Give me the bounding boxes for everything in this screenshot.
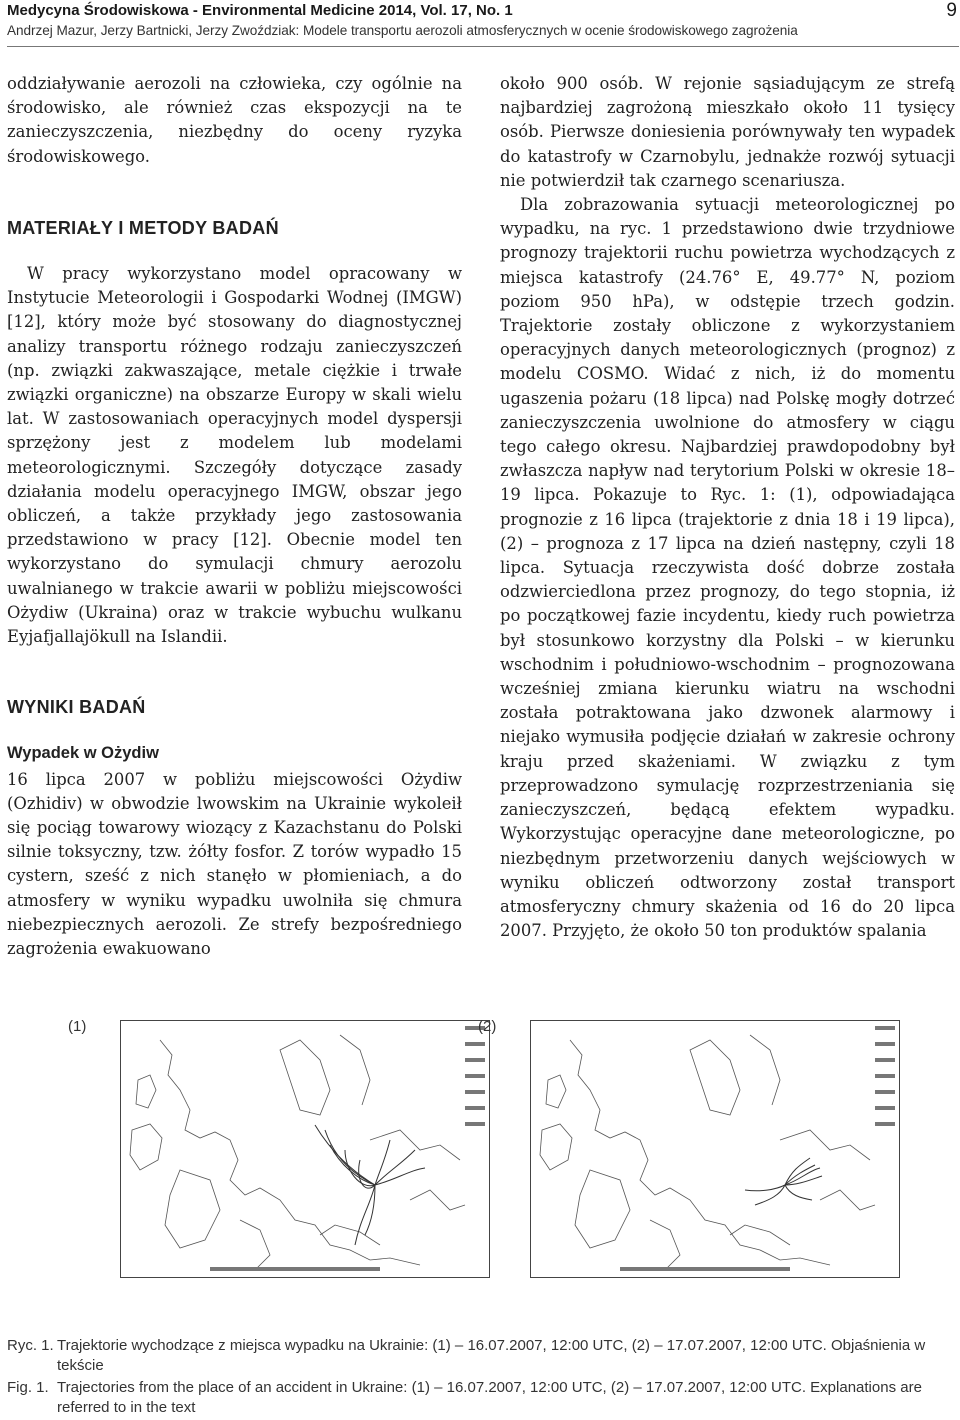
trajectory-map-1: [60, 1020, 505, 1280]
page-number: 9: [946, 0, 957, 21]
methods-paragraph: W pracy wykorzystano model opracowany w Instytucie Meteorologii i Gospodarki Wodnej (IMGW) [12], który może być stosowany do diagnostycznej analizy transportu różnego rodzaju zanieczyszczeń (np. związki zakwaszające, metale ciężkie i trwałe związki organiczne) na obszarze Europy w skali wielu lat. W zastosowaniach operacyjnych model dyspersji sprzężony jest z modelem lub modelami meteorologicznymi. Szczegóły dotyczące zasady działania modelu operacyjnego IMGW, obszar jego obliczeń, a także przykłady jego zastosowania przedstawiono w pracy [12]. Obecnie model ten wykorzystano do symulacji chmury aerozolu uwalnianego w trakcie awarii w pobliżu miejscowości Ożydiw (Ukraina) oraz w trakcie wybuchu wulkanu Eyjafjallajökull na Islandii.: [7, 264, 462, 647]
intro-paragraph: oddziaływanie aerozoli na człowieka, czy ogólnie na środowisko, ale również czas ekspozycji na te zanieczyszczenia, niezbędny do oceny ryzyka środowiskowego.: [7, 74, 462, 166]
right-column: [500, 72, 955, 943]
caption-english-label: Fig. 1.: [7, 1379, 49, 1396]
caption-polish-text: Trajektorie wychodzące z miejsca wypadku na Ukrainie: (1) – 16.07.2007, 12:00 UTC, (2) – 17.07.2007, 12:00 UTC. Objaśnienia w tekście: [57, 1337, 926, 1374]
right-paragraph-1: około 900 osób. W rejonie sąsiadującym ze strefą najbardziej zagrożoną mieszkało około 11 tysięcy osób. Pierwsze doniesienia porównywały ten wypadek do katastrofy w Czarnobylu, jednakże rozwój sytuacji nie potwierdził tak czarnego scenariusza.: [500, 74, 955, 190]
europe-map-image-1: [120, 1020, 490, 1278]
header-divider: [7, 46, 959, 47]
europe-map-image-2: [530, 1020, 900, 1278]
left-column: [7, 72, 462, 961]
right-paragraph-2: Dla zobrazowania sytuacji meteorologicznej po wypadku, na ryc. 1 przedstawiono dwie trzydniowe prognozy trajektorii ruchu powietrza wychodzących z miejsca katastrofy (24.76° E, 49.77° N, poziom poziom 950 hPa), w odstępie trzech godzin. Trajektorie zostały obliczone z wykorzystaniem operacyjnych danych meteorologicznych (prognoz) z modelu COSMO. Widać z nich, iż do momentu ugaszenia pożaru (18 lipca) nad Polskę mogły dotrzeć zanieczyszczenia uwolnione do atmosfery w ciągu tego całego okresu. Najbardziej prawdopodobny był zwłaszcza napływ nad terytorium Polski w okresie 18–19 lipca. Pokazuje to Ryc. 1: (1), odpowiadająca prognozie z 16 lipca (trajektorie z dnia 18 i 19 lipca), (2) – prognoza z 17 lipca na dzień następny, czyli 18 lipca. Sytuacja rzeczywista dość dobrze została odzwierciedlona przez prognozy, do tego stopnia, iż po początkowej fazie incydentu, kiedy ruch powietrza był stosunkowo korzystny dla Polski – w kierunku wschodnim i południowo-wschodnim – prognozowana wcześniej zmiana kierunku wiatru na wschodni została potraktowana jako dzwonek alarmowy i niejako wymusiła podjęcie działań w zakresie ochrony kraju przed skażeniami. W związku z tym przeprowadzono symulację rozprzestrzeniania się zanieczyszczeń, będącą efektem wypadku. Wykorzystując operacyjne dane meteorologiczne, po niezbędnym przetworzeniu danych wejściowych w wyniku obliczeń odtworzony został transport atmosferyczny chmury skażenia od 16 do 20 lipca 2007. Przyjęto, że około 50 ton produktów spalania: [500, 195, 955, 941]
figure-label-1: (1): [68, 1018, 87, 1035]
figure-captions: [7, 1336, 957, 1420]
figure-label-2: (2): [478, 1018, 497, 1035]
caption-polish: [7, 1336, 957, 1376]
results-heading: WYNIKI BADAŃ: [7, 697, 146, 718]
journal-title: Medycyna Środowiskowa - Environmental Medicine 2014, Vol. 17, No. 1: [7, 2, 513, 19]
case-paragraph: 16 lipca 2007 w pobliżu miejscowości Ożydiw (Ozhidiv) w obwodzie lwowskim na Ukrainie wykoleił się pociąg towarowy wiozący z Kazachstanu do Polski silnie toksyczny, tzw. żółty fosfor. Z torów wypadło 15 cystern, sześć z nich stanęło w płomieniach, a do atmosfery w wyniku wypadku uwolniła się chmura niebezpiecznych aerozoli. Ze strefy bezpośredniego zagrożenia ewakuowano: [7, 769, 462, 959]
methods-heading: MATERIAŁY I METODY BADAŃ: [7, 217, 279, 238]
case-heading: Wypadek w Ożydiw: [7, 744, 159, 763]
trajectory-map-2: [470, 1020, 915, 1280]
caption-english-text: Trajectories from the place of an accident in Ukraine: (1) – 16.07.2007, 12:00 UTC, (2) – 17.07.2007, 12:00 UTC. Explanations are referred to in the text: [57, 1379, 922, 1416]
running-authors-title: Andrzej Mazur, Jerzy Bartnicki, Jerzy Zwoździak: Modele transportu aerozoli atmosferycznych w ocenie środowiskowego zagrożenia: [7, 23, 798, 38]
caption-polish-label: Ryc. 1.: [7, 1337, 54, 1354]
caption-english: [7, 1378, 957, 1418]
